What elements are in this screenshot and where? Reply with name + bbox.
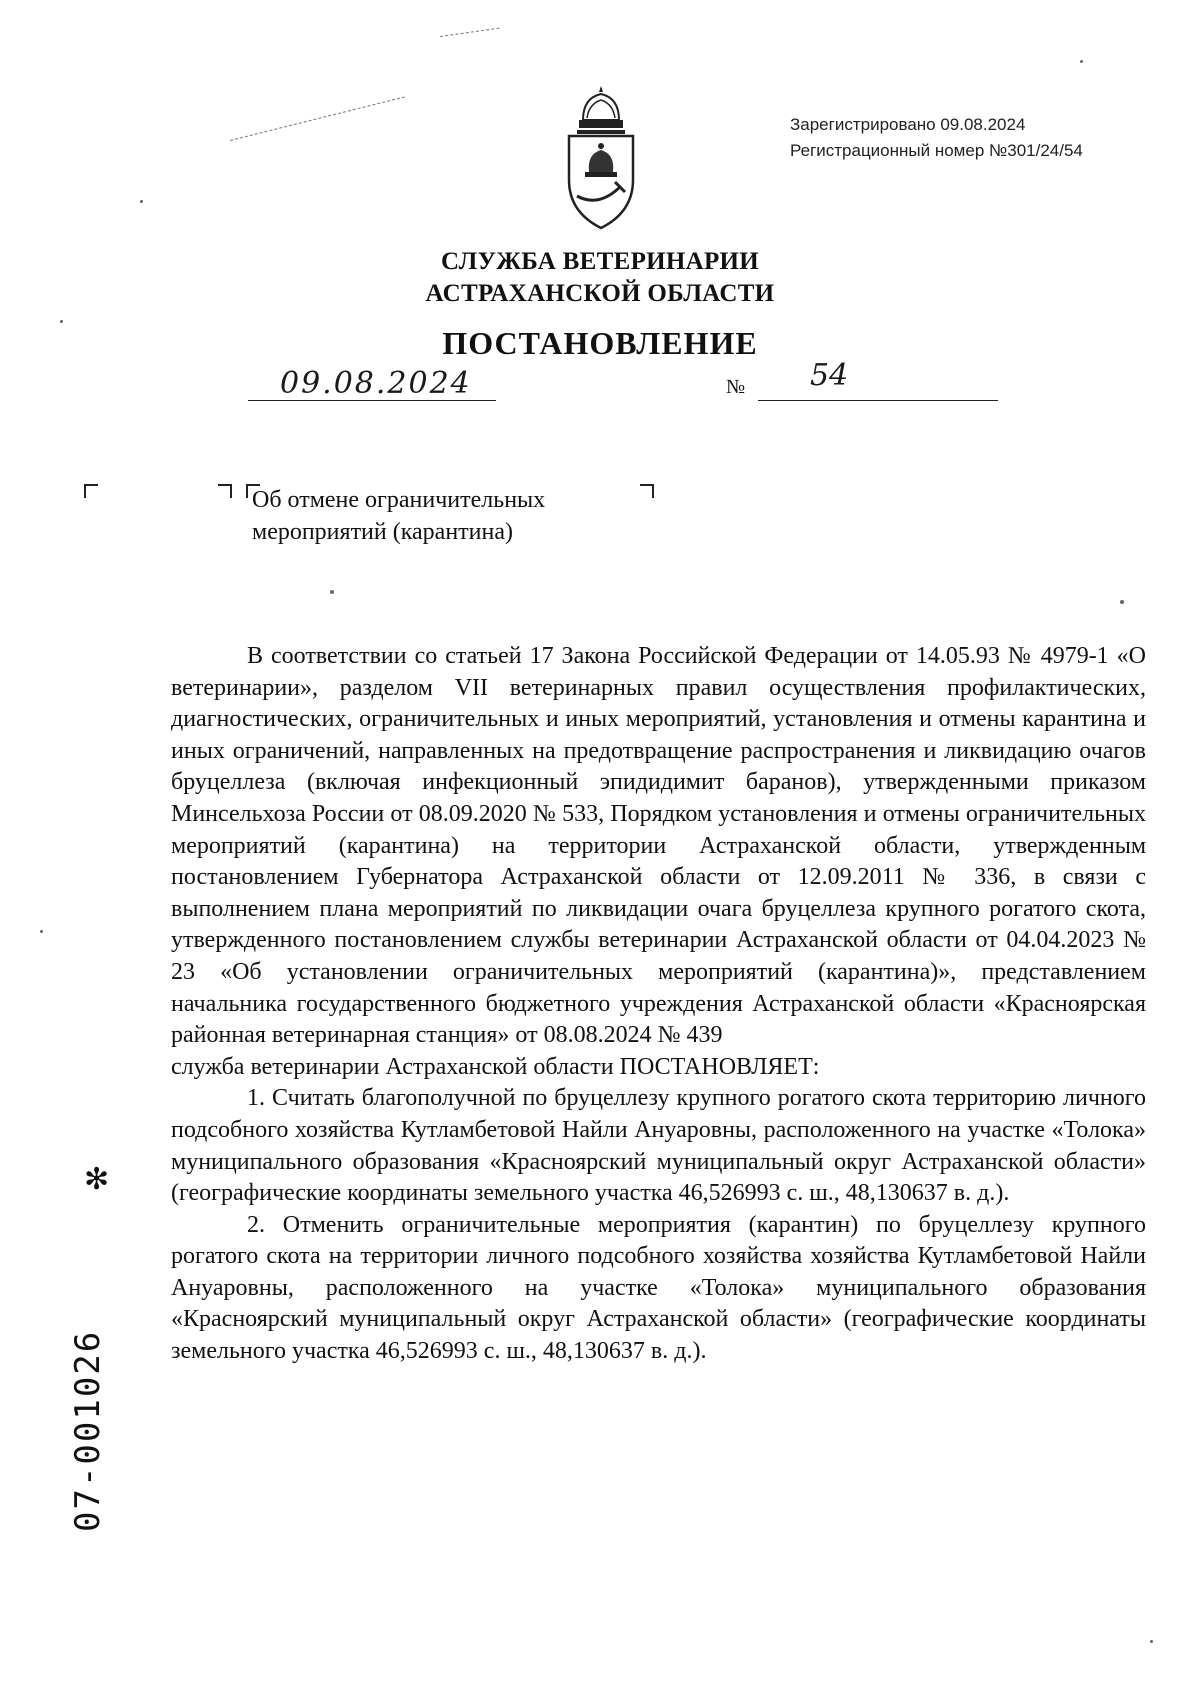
decree-item-1: 1. Считать благополучной по бруцеллезу крупного рогатого скота территорию личного подсобного хозяйства Кутламбетовой Найли Ануаровны, расположенного на участке «Толока» муниципального образования «Красноярский муниципальный округ Астраханской области» (географические координаты земельного участка 46,526993 с. ш., 48,130637 в. д.). xyxy=(171,1085,1146,1207)
decree-item-2: 2. Отменить ограничительные мероприятия (карантин) по бруцеллезу крупного рогатого скота на территории личного подсобного хозяйства хозяйства Кутламбетовой Найли Ануаровны, расположенного на участке «Толока» муниципального образования «Красноярский муниципальный округ Астраханской области» (географические координаты земельного участка 46,526993 с. ш., 48,130637 в. д.). xyxy=(171,1211,1146,1365)
scan-speck xyxy=(1120,600,1124,604)
number-sign: № xyxy=(726,376,746,398)
bracket-corner xyxy=(218,484,232,498)
registration-note xyxy=(790,112,1083,164)
scan-artifact-line xyxy=(230,96,405,141)
scan-artifact-line xyxy=(440,28,500,37)
subject-line2: мероприятий (карантина) xyxy=(252,519,513,545)
astrakhan-coat-of-arms-icon xyxy=(563,80,639,232)
preamble-paragraph: В соответствии со статьей 17 Закона Российской Федерации от 14.05.93 № 4979-1 «О ветеринарии», разделом VII ветеринарных правил осуществления профилактических, диагностических, ограничительных и иных мероприятий, установления и отмены карантина и иных ограничений, направленных на предотвращение распространения и ликвидацию очагов бруцеллеза (включая инфекционный эпидидимит баранов), утвержденными приказом Минсельхоза России от 08.09.2020 № 533, Порядком установления и отмены ограничительных мероприятий (карантина) на территории Астраханской области, утвержденным постановлением Губернатора Астраханской области от 12.09.2011 № 336, в связи с выполнением плана мероприятий по ликвидации очага бруцеллеза крупного рогатого скота, утвержденного постановлением службы ветеринарии Астраханской области от 04.04.2023 № 23 «Об установлении ограничительных мероприятий (карантина)», представлением начальника государственного бюджетного учреждения Астраханской области «Красноярская районная ветеринарная станция» от 08.08.2024 № 439 xyxy=(171,643,1146,1049)
scan-speck xyxy=(60,320,63,323)
agency-name-line1: СЛУЖБА ВЕТЕРИНАРИИ xyxy=(440,248,760,275)
scan-speck xyxy=(1080,60,1083,63)
document-subject xyxy=(252,484,652,548)
side-serial-number: 07-001026 xyxy=(68,1329,108,1532)
handwritten-number: 54 xyxy=(810,358,849,393)
document-type-title: ПОСТАНОВЛЕНИЕ xyxy=(442,325,758,361)
bracket-corner xyxy=(84,484,98,498)
scan-speck xyxy=(40,930,43,933)
registration-number: Регистрационный номер №301/24/54 xyxy=(790,141,1083,160)
document-body xyxy=(171,641,1146,1368)
agency-name-line2: АСТРАХАНСКОЙ ОБЛАСТИ xyxy=(425,280,775,307)
decree-line: служба ветеринарии Астраханской области ПОСТАНОВЛЯЕТ: xyxy=(171,1053,820,1080)
scan-speck xyxy=(140,200,143,203)
scan-speck xyxy=(1150,1640,1153,1643)
agency-name xyxy=(0,246,1200,310)
registration-date: Зарегистрировано 09.08.2024 xyxy=(790,115,1026,134)
scan-speck xyxy=(330,590,334,594)
subject-line1: Об отмене ограничительных xyxy=(252,487,546,513)
handwritten-date: 09.08.2024 xyxy=(280,366,472,401)
number-underline xyxy=(758,364,998,401)
asterisk-mark: ✻ xyxy=(84,1163,110,1196)
